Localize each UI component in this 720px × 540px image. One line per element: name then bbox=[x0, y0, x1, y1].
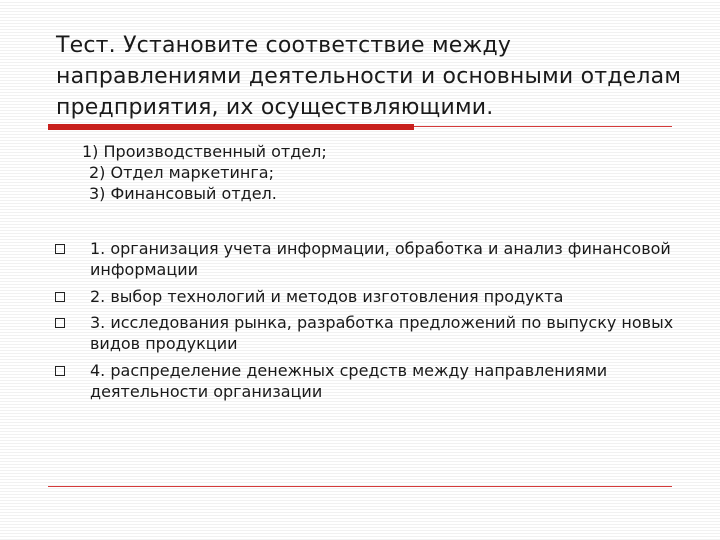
function-text: 1. организация учета информации, обработка и анализ финансовой информации bbox=[90, 239, 671, 279]
function-text: 4. распределение денежных средств между направлениями деятельности организации bbox=[90, 361, 608, 401]
function-text: 3. исследования рынка, разработка предложений по выпуску новых видов продукции bbox=[90, 313, 674, 353]
function-text: 2. выбор технологий и методов изготовления продукта bbox=[90, 287, 564, 306]
department-item: 1) Производственный отдел; bbox=[82, 142, 327, 161]
departments-list bbox=[82, 141, 642, 204]
hollow-square-bullet-icon bbox=[55, 292, 65, 302]
slide-title: Тест. Установите соответствие между направлениями деятельности и основными отделам предприятия, их осуществляющими. bbox=[56, 33, 682, 120]
department-item: 3) Финансовый отдел. bbox=[89, 184, 277, 203]
department-item: 2) Отдел маркетинга; bbox=[89, 163, 274, 182]
footer-divider bbox=[48, 486, 672, 487]
hollow-square-bullet-icon bbox=[55, 366, 65, 376]
title-divider-accent bbox=[48, 124, 414, 130]
hollow-square-bullet-icon bbox=[55, 244, 65, 254]
hollow-square-bullet-icon bbox=[55, 318, 65, 328]
